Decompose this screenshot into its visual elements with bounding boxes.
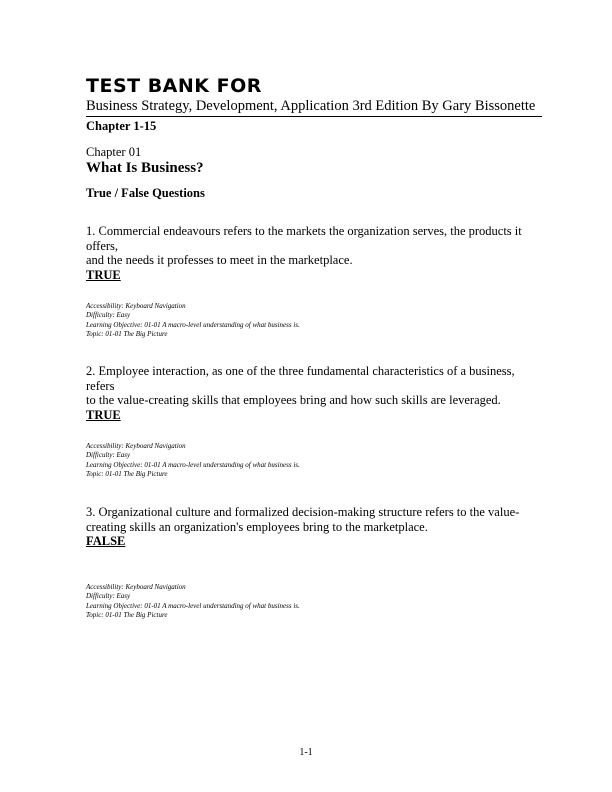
meta-objective: Learning Objective: 01-01 A macro-level understanding of what business is.: [86, 460, 300, 469]
question-metadata: [86, 442, 300, 480]
meta-accessibility: Accessibility: Keyboard Navigation: [86, 442, 186, 450]
question-text-line: and the needs it professes to meet in the marketplace.: [86, 253, 353, 267]
chapter-title: What Is Business?: [86, 160, 204, 176]
header-divider: [86, 116, 542, 117]
question-metadata: [86, 302, 300, 340]
question-metadata: [86, 583, 300, 621]
section-heading: True / False Questions: [86, 186, 205, 200]
chapter-range: Chapter 1-15: [86, 119, 157, 133]
question-item: [86, 505, 546, 548]
meta-accessibility: Accessibility: Keyboard Navigation: [86, 583, 186, 591]
meta-difficulty: Difficulty: Easy: [86, 311, 131, 320]
meta-topic: Topic: 01-01 The Big Picture: [86, 330, 168, 339]
page-number: 1-1: [299, 747, 313, 758]
meta-objective: Learning Objective: 01-01 A macro-level understanding of what business is.: [86, 320, 300, 329]
question-item: [86, 224, 546, 282]
meta-topic: Topic: 01-01 The Big Picture: [86, 611, 168, 620]
chapter-number: Chapter 01: [86, 145, 142, 159]
meta-difficulty: Difficulty: Easy: [86, 451, 131, 460]
meta-difficulty: Difficulty: Easy: [86, 592, 131, 601]
answer-label: TRUE: [86, 407, 121, 422]
question-text-line: creating skills an organization's employees bring to the marketplace.: [86, 519, 428, 534]
meta-topic: Topic: 01-01 The Big Picture: [86, 470, 168, 479]
question-text-line: 3. Organizational culture and formalized decision-making structure refers to the value-: [86, 505, 520, 519]
meta-accessibility: Accessibility: Keyboard Navigation: [86, 302, 186, 310]
question-item: [86, 364, 546, 422]
answer-label: TRUE: [86, 267, 121, 282]
test-bank-banner: TEST BANK FOR: [86, 75, 262, 97]
question-text-line: to the value-creating skills that employees bring and how such skills are leveraged.: [86, 393, 501, 407]
question-text-line: 2. Employee interaction, as one of the three fundamental characteristics of a business, refers: [86, 364, 515, 393]
answer-label: FALSE: [86, 534, 126, 548]
meta-objective: Learning Objective: 01-01 A macro-level understanding of what business is.: [86, 601, 300, 610]
question-text-line: 1. Commercial endeavours refers to the markets the organization serves, the products it offers,: [86, 224, 522, 253]
book-title: Business Strategy, Development, Application 3rd Edition By Gary Bissonette: [86, 98, 536, 114]
